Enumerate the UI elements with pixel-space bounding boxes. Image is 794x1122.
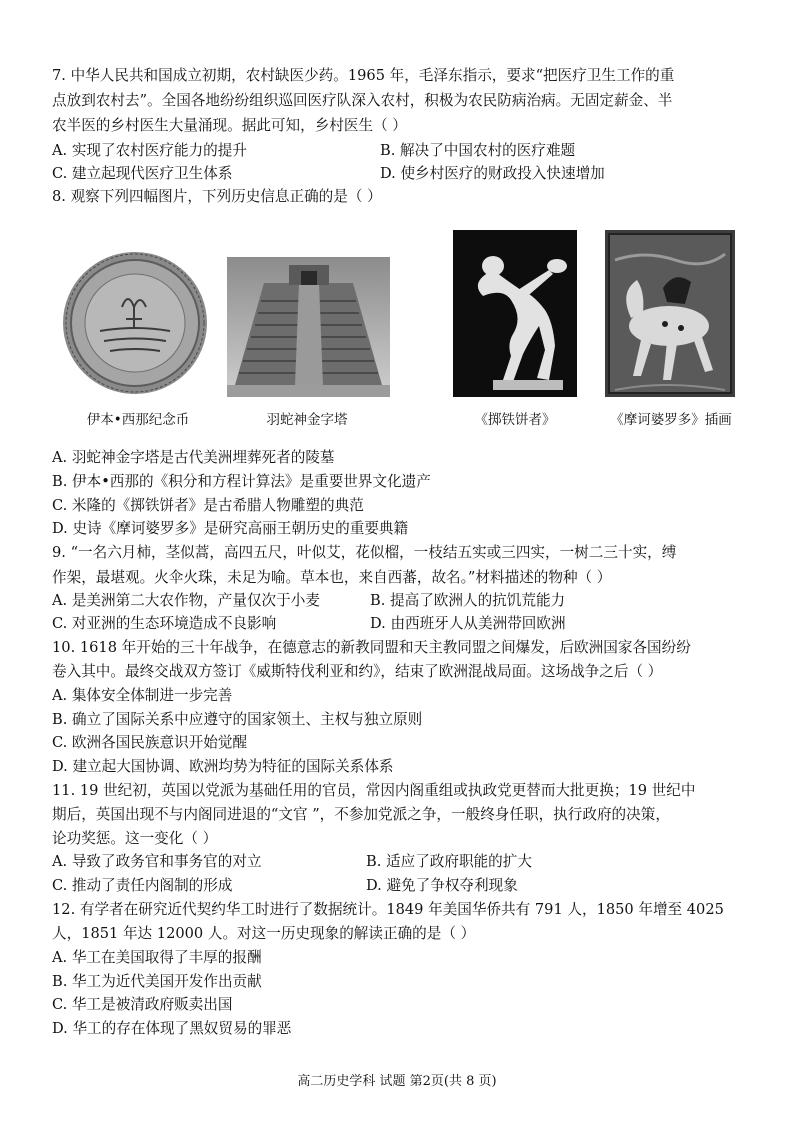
q7-stem-line-3: 农半医的乡村医生大量涌现。据此可知，乡村医生（ ） bbox=[52, 117, 407, 134]
q11-stem-line-2: 期后，英国出现不与内阁同进退的“文官 ”，不参加党派之争，一般终身任职，执行政府的决策， bbox=[52, 806, 670, 823]
q12-option-c: C. 华工是被清政府贩卖出国 bbox=[52, 996, 233, 1013]
q12-option-d: D. 华工的存在体现了黑奴贸易的罪恶 bbox=[52, 1020, 292, 1037]
q11-option-c: C. 推动了责任内阁制的形成 bbox=[52, 877, 233, 894]
q10-option-c: C. 欧洲各国民族意识开始觉醒 bbox=[52, 734, 248, 751]
q12-option-b: B. 华工为近代美国开发作出贡献 bbox=[52, 973, 262, 990]
q8-option-a: A. 羽蛇神金字塔是古代美洲埋葬死者的陵墓 bbox=[52, 449, 335, 466]
q10-stem-line-1: 10. 1618 年开始的三十年战争，在德意志的新教同盟和天主教同盟之间爆发，后欧洲国家各国纷纷 bbox=[52, 639, 691, 656]
q8-stem: 8. 观察下列四幅图片，下列历史信息正确的是（ ） bbox=[52, 188, 382, 205]
kukulcan-pyramid-image bbox=[227, 257, 390, 397]
q7-option-a: A. 实现了农村医疗能力的提升 bbox=[52, 142, 247, 159]
q9-option-d: D. 由西班牙人从美洲带回欧洲 bbox=[370, 615, 566, 632]
q11-option-b: B. 适应了政府职能的扩大 bbox=[366, 853, 532, 870]
q7-option-d: D. 使乡村医疗的财政投入快速增加 bbox=[380, 165, 605, 182]
q11-option-a: A. 导致了政务官和事务官的对立 bbox=[52, 853, 262, 870]
q11-stem-line-1: 11. 19 世纪初，英国以党派为基础任用的官员，常因内阁重组或执政党更替而大批更换；19 世纪中 bbox=[52, 782, 696, 799]
q10-stem-line-2: 卷入其中。最终交战双方签订《威斯特伐利亚和约》，结束了欧洲混战局面。这场战争之后（ ） bbox=[52, 663, 663, 680]
q7-option-b: B. 解决了中国农村的医疗难题 bbox=[380, 142, 576, 159]
caption-pyramid: 羽蛇神金字塔 bbox=[266, 412, 348, 428]
q7-option-c: C. 建立起现代医疗卫生体系 bbox=[52, 165, 233, 182]
caption-coin: 伊本•西那纪念币 bbox=[86, 412, 190, 428]
q9-stem-line-1: 9. “一名六月柿，茎似蒿，高四五尺，叶似艾，花似榴，一枝结五实或三四实，一树二三十实，缚 bbox=[52, 544, 677, 561]
q9-stem-line-2: 作架，最堪观。火伞火珠，未足为喻。草本也，来自西蕃，故名。”材料描述的物种（ ） bbox=[52, 569, 612, 586]
q10-option-d: D. 建立起大国协调、欧洲均势为特征的国际关系体系 bbox=[52, 758, 394, 775]
discobolus-statue-image bbox=[453, 230, 577, 397]
q9-option-c: C. 对亚洲的生态环境造成不良影响 bbox=[52, 615, 277, 632]
ibn-sina-coin-image bbox=[60, 249, 210, 397]
caption-discobolus: 《掷铁饼者》 bbox=[474, 412, 556, 428]
q8-option-b: B. 伊本•西那的《积分和方程计算法》是重要世界文化遗产 bbox=[52, 473, 431, 490]
q12-stem-line-2: 人，1851 年达 12000 人。对这一历史现象的解读正确的是（ ） bbox=[52, 925, 476, 942]
caption-mahabharata: 《摩诃婆罗多》插画 bbox=[610, 412, 732, 428]
q9-option-b: B. 提高了欧洲人的抗饥荒能力 bbox=[370, 592, 566, 609]
q12-stem-line-1: 12. 有学者在研究近代契约华工时进行了数据统计。1849 年美国华侨共有 791 人，1850 年增至 4025 bbox=[52, 901, 724, 918]
q7-stem-line-2: 点放到农村去”。全国各地纷纷组织巡回医疗队深入农村，积极为农民防病治病。无固定薪金、半 bbox=[52, 92, 673, 109]
q12-option-a: A. 华工在美国取得了丰厚的报酬 bbox=[52, 949, 262, 966]
q11-stem-line-3: 论功奖惩。这一变化（ ） bbox=[52, 830, 218, 847]
q10-option-a: A. 集体安全体制进一步完善 bbox=[52, 687, 233, 704]
q7-stem-line-1: 7. 中华人民共和国成立初期，农村缺医少药。1965 年，毛泽东指示，要求“把医疗卫生工作的重 bbox=[52, 67, 675, 84]
q9-option-a: A. 是美洲第二大农作物，产量仅次于小麦 bbox=[52, 592, 320, 609]
page-footer: 高二历史学科 试题 第2页(共 8 页) bbox=[297, 1074, 497, 1089]
q11-option-d: D. 避免了争权夺利现象 bbox=[366, 877, 518, 894]
q8-option-c: C. 米隆的《掷铁饼者》是古希腊人物雕塑的典范 bbox=[52, 497, 364, 514]
q8-option-d: D. 史诗《摩诃婆罗多》是研究高丽王朝历史的重要典籍 bbox=[52, 520, 409, 537]
mahabharata-illustration-image bbox=[605, 230, 735, 397]
q10-option-b: B. 确立了国际关系中应遵守的国家领土、主权与独立原则 bbox=[52, 711, 423, 728]
